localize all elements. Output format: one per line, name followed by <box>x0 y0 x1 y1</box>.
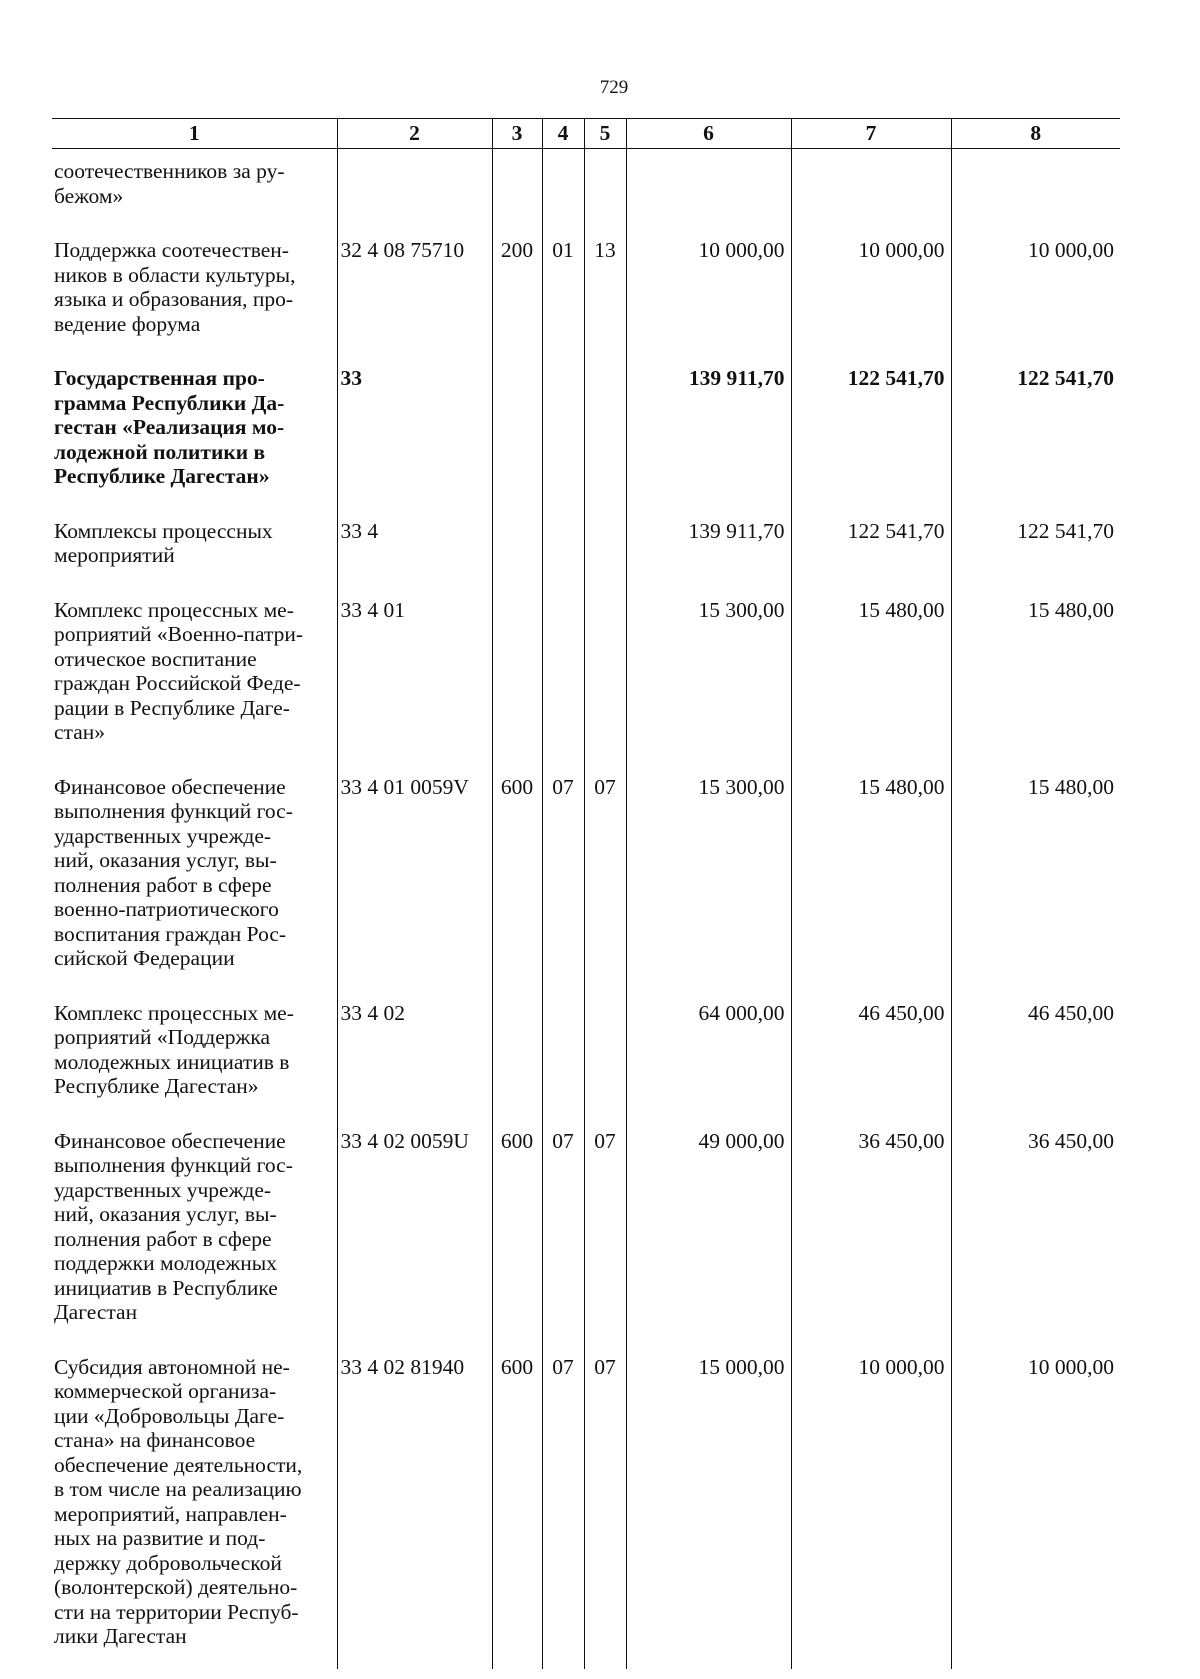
page-number: 729 <box>599 77 629 98</box>
item-name-line: отическое воспитание <box>54 646 257 671</box>
item-name-line: полнения работ в сфере <box>54 1226 272 1251</box>
column-3-cell: 600 <box>492 1119 542 1345</box>
item-name-cell <box>52 991 337 1119</box>
code-cell: 32 4 08 75710 <box>337 228 492 356</box>
column-3-cell <box>492 991 542 1119</box>
table-row <box>52 765 1120 991</box>
item-name-line: (волонтерской) деятельно- <box>54 1575 298 1599</box>
amount-6-cell: 64 000,00 <box>626 991 791 1119</box>
amount-7-cell: 10 000,00 <box>791 228 951 356</box>
column-3-cell: 600 <box>492 1345 542 1669</box>
item-name-line: бежом» <box>54 183 124 208</box>
amount-7-cell: 36 450,00 <box>791 1119 951 1345</box>
item-name-line: роприятий «Военно-патри- <box>54 622 304 646</box>
item-name-line: ведение форума <box>54 311 201 336</box>
code-cell: 33 4 02 <box>337 991 492 1119</box>
header-cell: 3 <box>492 119 542 149</box>
item-name-line: выполнения функций гос- <box>54 799 293 823</box>
column-3-cell <box>492 356 542 509</box>
code-cell: 33 4 02 81940 <box>337 1345 492 1669</box>
item-name-cell <box>52 509 337 588</box>
header-cell: 7 <box>791 119 951 149</box>
item-name-line: ударственных учрежде- <box>54 1177 272 1202</box>
table-body <box>52 149 1120 1669</box>
column-3-cell <box>492 149 542 229</box>
item-name-line: воспитания граждан Рос- <box>54 921 287 946</box>
item-name-line: Комплекс процессных ме- <box>54 1000 294 1025</box>
item-name-line: лодежной политики в <box>54 439 266 464</box>
amount-6-cell: 49 000,00 <box>626 1119 791 1345</box>
amount-6-cell: 15 300,00 <box>626 765 791 991</box>
amount-8-cell: 15 480,00 <box>951 765 1120 991</box>
item-name-line: рации в Республике Даге- <box>54 695 290 720</box>
item-name-cell <box>52 228 337 356</box>
code-cell: 33 <box>337 356 492 509</box>
item-name-line: стан» <box>54 720 105 744</box>
header-cell: 4 <box>542 119 584 149</box>
amount-6-cell: 139 911,70 <box>626 509 791 588</box>
amount-6-cell <box>626 149 791 229</box>
item-name-line: ний, оказания услуг, вы- <box>54 1202 277 1226</box>
column-4-cell: 07 <box>542 1345 584 1669</box>
amount-8-cell: 15 480,00 <box>951 588 1120 765</box>
column-5-cell <box>584 509 626 588</box>
code-cell: 33 4 01 0059V <box>337 765 492 991</box>
column-5-cell <box>584 149 626 229</box>
column-5-cell <box>584 356 626 509</box>
column-3-cell: 200 <box>492 228 542 356</box>
table-row <box>52 991 1120 1119</box>
item-name-line: Комплекс процессных ме- <box>54 597 294 622</box>
item-name-line: Финансовое обеспечение <box>54 1128 286 1153</box>
amount-8-cell: 10 000,00 <box>951 228 1120 356</box>
column-4-cell: 01 <box>542 228 584 356</box>
amount-7-cell: 122 541,70 <box>791 509 951 588</box>
amount-8-cell: 122 541,70 <box>951 509 1120 588</box>
header-cell: 2 <box>337 119 492 149</box>
amount-7-cell: 10 000,00 <box>791 1345 951 1669</box>
header-cell: 6 <box>626 119 791 149</box>
item-name-line: ции «Добровольцы Даге- <box>54 1403 285 1428</box>
amount-6-cell: 15 000,00 <box>626 1345 791 1669</box>
item-name-line: граждан Российской Феде- <box>54 671 301 695</box>
item-name-line: грамма Республики Да- <box>54 390 285 415</box>
item-name-line: ников в области культуры, <box>54 262 296 287</box>
amount-8-cell: 36 450,00 <box>951 1119 1120 1345</box>
column-4-cell: 07 <box>542 765 584 991</box>
budget-table <box>52 118 1120 1669</box>
code-cell <box>337 149 492 229</box>
column-4-cell <box>542 149 584 229</box>
item-name-line: Поддержка соотечествен- <box>54 238 289 262</box>
item-name-line: поддержки молодежных <box>54 1251 277 1275</box>
table-row <box>52 149 1120 229</box>
item-name-line: ных на развитие и под- <box>54 1526 266 1550</box>
item-name-cell <box>52 149 337 229</box>
item-name-line: языка и образования, про- <box>54 287 294 311</box>
amount-7-cell: 15 480,00 <box>791 588 951 765</box>
item-name-line: лики Дагестан <box>54 1624 187 1648</box>
column-4-cell <box>542 588 584 765</box>
amount-7-cell: 15 480,00 <box>791 765 951 991</box>
column-3-cell <box>492 588 542 765</box>
item-name-line: выполнения функций гос- <box>54 1153 293 1177</box>
column-5-cell <box>584 588 626 765</box>
amount-6-cell: 139 911,70 <box>626 356 791 509</box>
item-name-line: соотечественников за ру- <box>54 159 285 183</box>
item-name-line: полнения работ в сфере <box>54 872 272 897</box>
item-name-line: мероприятий <box>54 543 175 567</box>
column-3-cell: 600 <box>492 765 542 991</box>
item-name-line: мероприятий, направлен- <box>54 1501 287 1526</box>
item-name-line: в том числе на реализацию <box>54 1477 302 1501</box>
item-name-line: стана» на финансовое <box>54 1428 256 1452</box>
amount-7-cell <box>791 149 951 229</box>
table-row <box>52 228 1120 356</box>
item-name-line: молодежных инициатив в <box>54 1049 290 1074</box>
table-row <box>52 1119 1120 1345</box>
column-5-cell: 07 <box>584 765 626 991</box>
column-5-cell <box>584 991 626 1119</box>
column-4-cell <box>542 356 584 509</box>
item-name-line: гестан «Реализация мо- <box>54 415 285 439</box>
item-name-cell <box>52 356 337 509</box>
amount-8-cell: 122 541,70 <box>951 356 1120 509</box>
header-cell: 5 <box>584 119 626 149</box>
column-5-cell: 13 <box>584 228 626 356</box>
column-4-cell <box>542 991 584 1119</box>
item-name-line: Республике Дагестан» <box>54 1074 259 1098</box>
amount-6-cell: 15 300,00 <box>626 588 791 765</box>
item-name-cell <box>52 1345 337 1669</box>
item-name-cell <box>52 588 337 765</box>
column-5-cell: 07 <box>584 1345 626 1669</box>
table-row <box>52 1345 1120 1669</box>
item-name-line: Комплексы процессных <box>54 518 273 543</box>
amount-7-cell: 122 541,70 <box>791 356 951 509</box>
item-name-line: инициатив в Республике <box>54 1275 278 1300</box>
code-cell: 33 4 02 0059U <box>337 1119 492 1345</box>
amount-7-cell: 46 450,00 <box>791 991 951 1119</box>
item-name-line: держку добровольческой <box>54 1550 282 1575</box>
code-cell: 33 4 <box>337 509 492 588</box>
table-row <box>52 356 1120 509</box>
table-row <box>52 588 1120 765</box>
item-name-line: военно-патриотического <box>54 897 279 921</box>
amount-6-cell: 10 000,00 <box>626 228 791 356</box>
item-name-line: Государственная про- <box>54 366 265 390</box>
item-name-line: сийской Федерации <box>54 946 235 970</box>
code-cell: 33 4 01 <box>337 588 492 765</box>
item-name-line: Республике Дагестан» <box>54 464 270 488</box>
item-name-line: коммерческой организа- <box>54 1379 277 1403</box>
item-name-line: Дагестан <box>54 1300 138 1324</box>
item-name-cell <box>52 1119 337 1345</box>
column-3-cell <box>492 509 542 588</box>
item-name-line: обеспечение деятельности, <box>54 1452 303 1477</box>
item-name-line: ударственных учрежде- <box>54 823 272 848</box>
item-name-line: сти на территории Респуб- <box>54 1599 299 1624</box>
header-cell: 8 <box>951 119 1120 149</box>
amount-8-cell: 10 000,00 <box>951 1345 1120 1669</box>
amount-8-cell <box>951 149 1120 229</box>
table-row <box>52 509 1120 588</box>
column-5-cell: 07 <box>584 1119 626 1345</box>
header-cell: 1 <box>52 119 337 149</box>
amount-8-cell: 46 450,00 <box>951 991 1120 1119</box>
item-name-line: Финансовое обеспечение <box>54 774 286 799</box>
item-name-line: роприятий «Поддержка <box>54 1025 271 1049</box>
column-4-cell: 07 <box>542 1119 584 1345</box>
column-4-cell <box>542 509 584 588</box>
header-row <box>52 119 1120 149</box>
item-name-cell <box>52 765 337 991</box>
item-name-line: Субсидия автономной не- <box>54 1354 290 1379</box>
item-name-line: ний, оказания услуг, вы- <box>54 848 277 872</box>
